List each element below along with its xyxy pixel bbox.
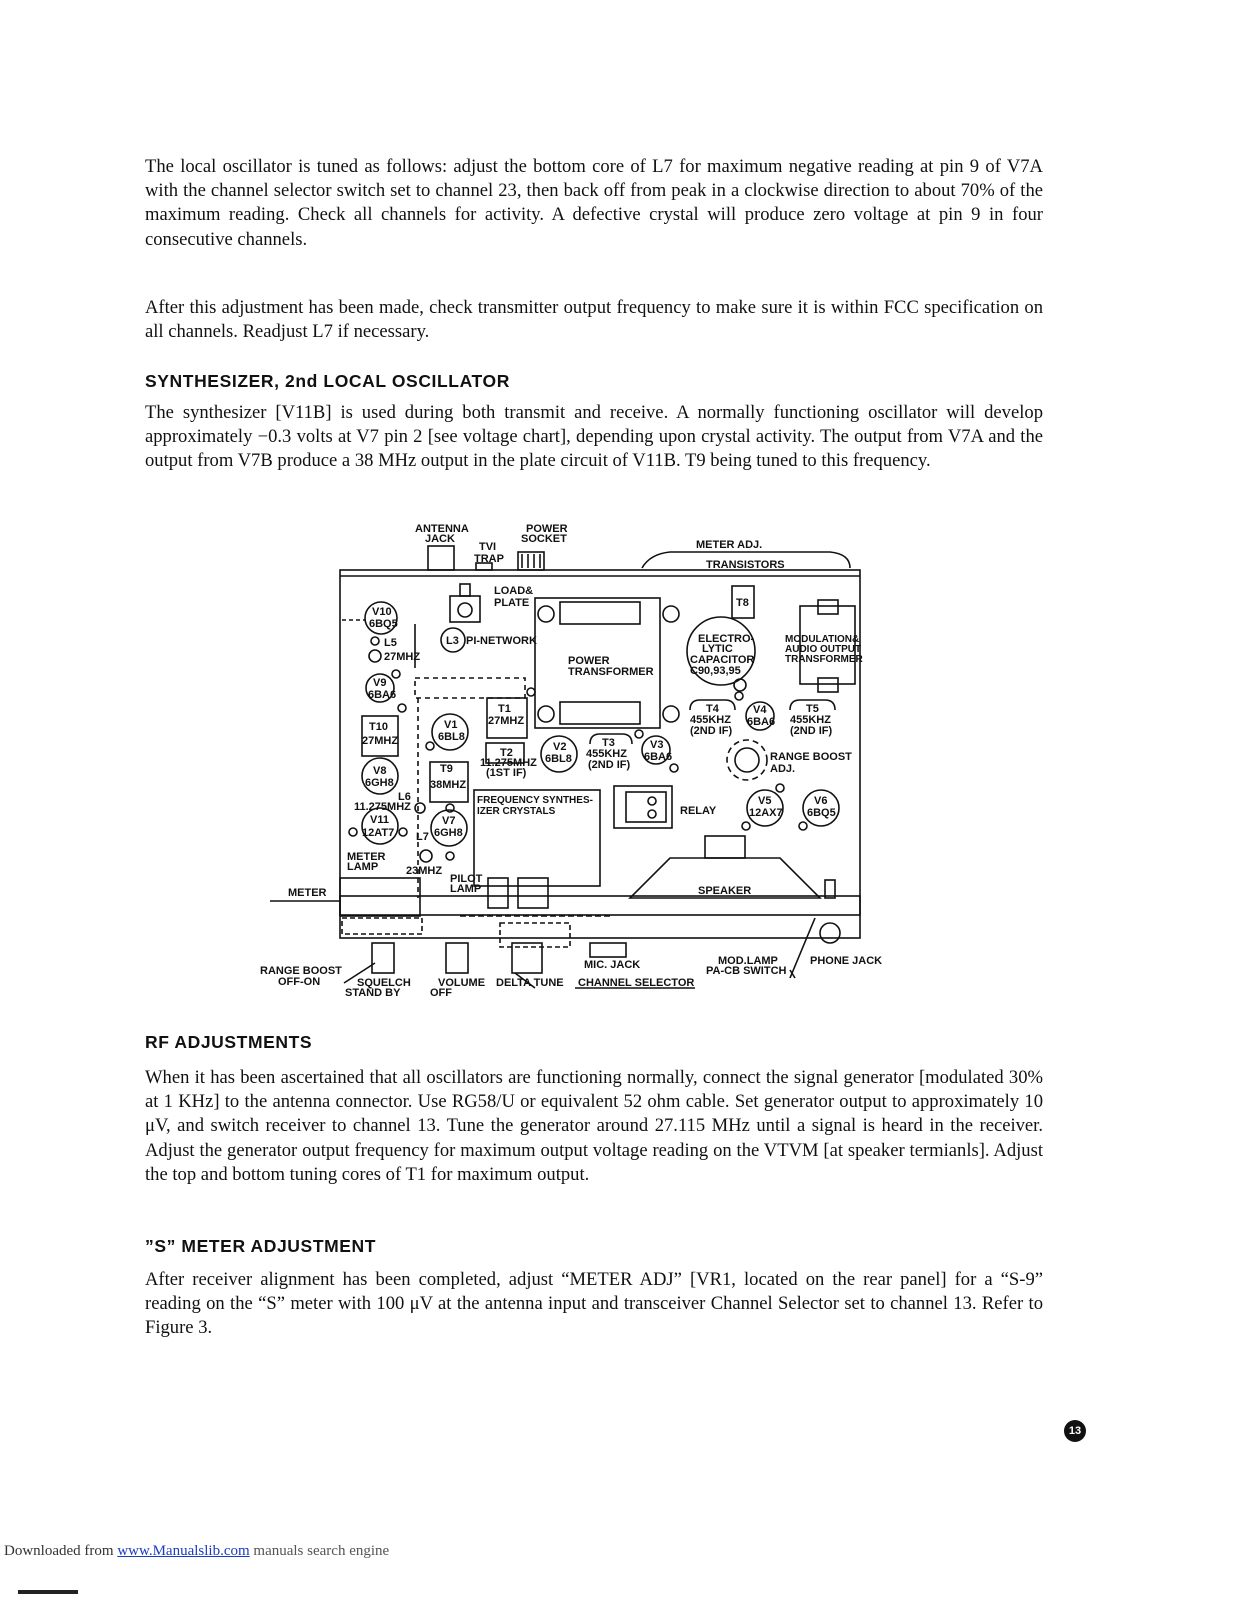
label-v10-1: V10 xyxy=(372,606,392,618)
page-number-badge: 13 xyxy=(1064,1420,1086,1442)
label-relay: RELAY xyxy=(680,805,717,817)
label-power-socket-2: SOCKET xyxy=(521,533,567,545)
paragraph-synthesizer: The synthesizer [V11B] is used during both transmit and receive. A normally functioning oscillator will develop approximately −0.3 volts at V7 pin 2 [see voltage chart], depending upon crystal activity. The output from V7A and the output from V7B produce a 38 MHz output in the plate circuit of V11B. T9 being tuned to this frequency. xyxy=(145,402,1043,472)
heading-rf-adjustments: RF ADJUSTMENTS xyxy=(145,1032,313,1052)
label-t10-2: 27MHZ xyxy=(362,735,399,747)
phone-jack-shape xyxy=(820,923,840,943)
footer-link[interactable]: www.Manualslib.com xyxy=(117,1543,250,1559)
label-power-socket-1: POWER xyxy=(526,523,568,535)
label-t2-3: (1ST IF) xyxy=(486,767,527,779)
label-v8-1: V8 xyxy=(373,765,387,777)
label-l6-2: 11.275MHZ xyxy=(354,801,411,813)
label-v10-2: 6BQ5 xyxy=(369,618,398,630)
label-v2-2: 6BL8 xyxy=(545,753,572,765)
load-plate-cap xyxy=(450,596,480,622)
label-mod-2: AUDIO OUTPUT xyxy=(785,644,862,655)
label-electrolytic-3: CAPACITOR xyxy=(690,654,755,666)
label-pilot-lamp-1: PILOT xyxy=(450,873,483,885)
footer-suffix: manuals search engine xyxy=(249,1543,390,1559)
footer-prefix: Downloaded from xyxy=(4,1543,118,1559)
paragraph-after-adjustment: After this adjustment has been made, check transmitter output frequency to make sure it is within FCC specification on all channels. Readjust L7 if necessary. xyxy=(145,297,1043,343)
label-v1-2: 6BL8 xyxy=(438,731,465,743)
footer xyxy=(4,1543,389,1560)
label-t4-2: 455KHZ xyxy=(690,714,731,726)
label-load-plate-2: PLATE xyxy=(494,597,530,609)
label-mic-jack: MIC. JACK xyxy=(584,959,641,971)
label-v3-1: V3 xyxy=(650,739,664,751)
label-meter-adj: METER ADJ. xyxy=(696,539,763,551)
label-freq-synth-2: IZER CRYSTALS xyxy=(477,806,556,817)
label-power-transformer-1: POWER xyxy=(568,655,610,667)
label-v9-2: 6BA6 xyxy=(368,689,397,701)
label-v7-1: V7 xyxy=(442,815,456,827)
label-t5-1: T5 xyxy=(806,703,819,715)
label-v5-1: V5 xyxy=(758,795,772,807)
label-antenna-jack-2: JACK xyxy=(425,533,455,545)
label-t2-1: T2 xyxy=(500,747,513,759)
label-v1-1: V1 xyxy=(444,719,458,731)
label-v7-2: 6GH8 xyxy=(434,827,463,839)
label-range-boost-adj-1: RANGE BOOST xyxy=(770,751,852,763)
label-v11-2: 12AT7 xyxy=(362,827,395,839)
front-panel xyxy=(340,896,860,938)
label-pilot-lamp-2: LAMP xyxy=(450,883,482,895)
label-t9-2: 38MHZ xyxy=(430,779,467,791)
label-l5-1: L5 xyxy=(384,637,397,649)
label-pi-network: PI-NETWORK xyxy=(466,635,537,647)
label-tvi-trap-2: TRAP xyxy=(474,553,504,565)
footer-bar xyxy=(18,1590,78,1594)
label-load-plate-1: LOAD& xyxy=(494,585,534,597)
label-23mhz: 23MHZ xyxy=(406,865,443,877)
label-v11-1: V11 xyxy=(370,814,389,826)
range-boost-adj-knob xyxy=(735,748,759,772)
label-meter-lamp-2: LAMP xyxy=(347,861,379,873)
label-mod-3: TRANSFORMER xyxy=(785,654,863,665)
label-v2-1: V2 xyxy=(553,741,567,753)
paragraph-local-oscillator: The local oscillator is tuned as follows: adjust the bottom core of L7 for maximum negative reading at pin 9 of V7A with the channel selector switch set to channel 23, then back off from peak in a clockwise direction to about 70% of the maximum reading. Check all channels for activity. A defective crystal will produce zero voltage at pin 9 in four consecutive channels. xyxy=(145,156,1043,250)
heading-synthesizer: SYNTHESIZER, 2nd LOCAL OSCILLATOR xyxy=(145,371,510,391)
label-v6-2: 6BQ5 xyxy=(807,807,836,819)
label-tvi-trap-1: TVI xyxy=(479,541,497,553)
label-mod-lamp-2: PA-CB SWITCH xyxy=(706,965,787,977)
range-boost-switch xyxy=(342,918,422,934)
mic-jack-shape xyxy=(590,943,626,957)
label-t4-1: T4 xyxy=(706,703,719,715)
paragraph-rf-adjustments: When it has been ascertained that all oscillators are functioning normally, connect the signal generator [modulated 30% at 1 KHz] to the antenna connector. Use RG58/U or equivalent 52 ohm cable. Set generator output to approximately 10 μV, and switch receiver to channel 13. Tune the generator around 27.115 MHz until a signal is heard in the receiver. Adjust the generator output frequency for maximum output voltage reading on the VTVM [at speaker termianls]. Adjust the top and bottom tuning cores of T1 for maximum output. xyxy=(145,1067,1043,1185)
label-meter: METER xyxy=(288,887,327,899)
label-volume-2: OFF xyxy=(430,987,452,999)
volume-knob xyxy=(446,943,468,973)
antenna-jack-shape xyxy=(428,546,454,570)
label-volume-1: VOLUME xyxy=(438,977,486,989)
label-t8: T8 xyxy=(736,597,749,609)
label-t1-2: 27MHZ xyxy=(488,715,525,727)
squelch-knob xyxy=(372,943,394,973)
label-t1-1: T1 xyxy=(498,703,511,715)
label-power-transformer-2: TRANSFORMER xyxy=(568,666,654,678)
label-t10-1: T10 xyxy=(369,721,388,733)
label-v3-2: 6BA6 xyxy=(644,751,673,763)
label-range-boost-adj-2: ADJ. xyxy=(770,763,796,775)
meter-housing xyxy=(340,878,420,916)
label-electrolytic-2: LYTIC xyxy=(702,643,733,655)
label-antenna-jack-1: ANTENNA xyxy=(415,523,469,535)
label-t3-2: 455KHZ xyxy=(586,748,627,760)
label-t5-2: 455KHZ xyxy=(790,714,831,726)
label-v6-1: V6 xyxy=(814,795,828,807)
label-meter-lamp-1: METER xyxy=(347,851,386,863)
label-l6-1: L6 xyxy=(398,791,411,803)
label-t3-3: (2ND IF) xyxy=(588,759,631,771)
heading-s-meter-adjustment: ”S” METER ADJUSTMENT xyxy=(145,1236,377,1256)
label-t3-1: T3 xyxy=(602,737,615,749)
label-range-boost-2: OFF-ON xyxy=(278,976,321,988)
label-electrolytic-4: C90,93,95 xyxy=(690,665,741,677)
label-v8-2: 6GH8 xyxy=(365,777,394,789)
power-socket-shape xyxy=(518,552,544,570)
label-speaker: SPEAKER xyxy=(698,885,752,897)
label-t5-3: (2ND IF) xyxy=(790,725,833,737)
label-v4-1: V4 xyxy=(753,704,767,716)
label-delta-tune: DELTA TUNE xyxy=(496,977,564,989)
paragraph-s-meter: After receiver alignment has been completed, adjust “METER ADJ” [VR1, located on the rear panel] for a “S-9” reading on the “S” meter with 100 μV at the antenna input and transceiver Channel Selector set to channel 13. Refer to Figure 3. xyxy=(145,1269,1043,1339)
label-channel-selector: CHANNEL SELECTOR xyxy=(578,977,695,989)
label-v9-1: V9 xyxy=(373,677,387,689)
label-range-boost-1: RANGE BOOST xyxy=(260,965,342,977)
label-l5-2: 27MHZ xyxy=(384,651,421,663)
label-transistors: TRANSISTORS xyxy=(706,559,785,571)
chassis-layout-diagram xyxy=(250,518,900,1008)
label-l7: L7 xyxy=(416,831,429,843)
label-mod-lamp-1: MOD.LAMP xyxy=(718,955,778,967)
label-squelch-1: SQUELCH xyxy=(357,977,411,989)
label-phone-jack: PHONE JACK xyxy=(810,955,883,967)
label-l3: L3 xyxy=(446,635,459,647)
label-electrolytic-1: ELECTRO- xyxy=(698,633,755,645)
label-t4-3: (2ND IF) xyxy=(690,725,733,737)
label-v4-2: 6BA6 xyxy=(747,716,776,728)
label-mod-1: MODULATION& xyxy=(785,634,860,645)
label-t2-2: 11.275MHZ xyxy=(480,757,537,769)
label-freq-synth-1: FREQUENCY SYNTHES- xyxy=(477,795,593,806)
label-v5-2: 12AX7 xyxy=(749,807,783,819)
label-squelch-2: STAND BY xyxy=(345,987,401,999)
label-t9-1: T9 xyxy=(440,763,453,775)
